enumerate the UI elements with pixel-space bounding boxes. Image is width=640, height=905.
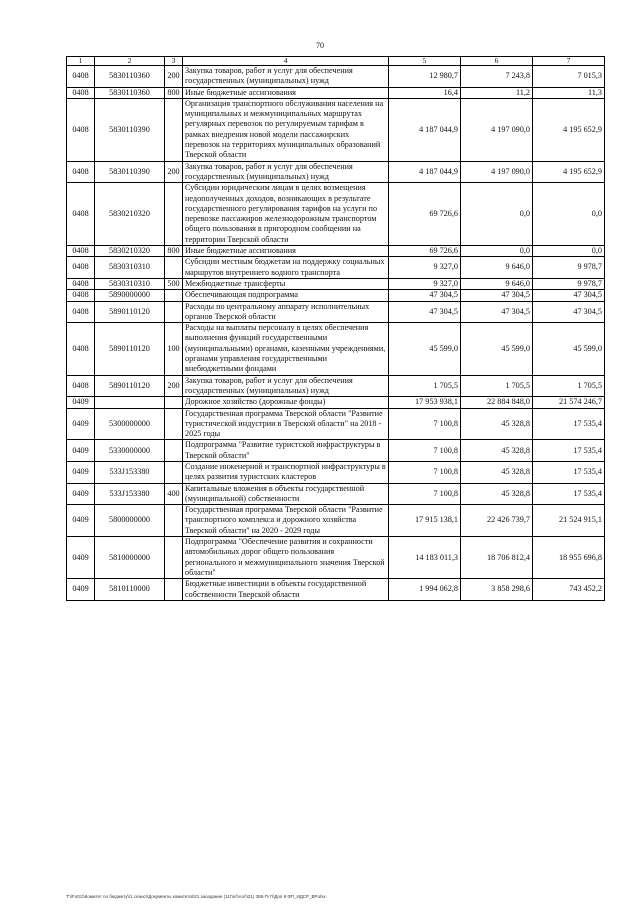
expense-type: [165, 440, 183, 462]
amount-col7: 17 535,4: [533, 483, 605, 505]
section-code: 0409: [67, 579, 95, 601]
expense-type: 800: [165, 87, 183, 98]
item-name: Расходы по центральному аппарату исполнительных органов Тверской области: [183, 301, 389, 323]
table-row: [67, 579, 605, 601]
item-name: Закупка товаров, работ и услуг для обеспечения государственных (муниципальных) нужд: [183, 66, 389, 88]
target-code: 5890000000: [95, 290, 165, 301]
item-name: Расходы на выплаты персоналу в целях обеспечения выполнения функций государственными (муниципальными) органами, казенными учреждениями, органами управления государственными внебюджетными фондами: [183, 323, 389, 375]
table-row: [67, 375, 605, 397]
expense-type: [165, 183, 183, 246]
amount-col6: 7 243,8: [461, 66, 533, 88]
target-code: [95, 397, 165, 408]
expense-type: [165, 301, 183, 323]
section-code: 0408: [67, 290, 95, 301]
amount-col7: 17 535,4: [533, 408, 605, 440]
amount-col7: 0,0: [533, 183, 605, 246]
expense-type: [165, 537, 183, 579]
table-body: [67, 66, 605, 601]
target-code: 5800000000: [95, 505, 165, 537]
target-code: 5830210320: [95, 246, 165, 257]
section-code: 0408: [67, 278, 95, 289]
amount-col5: 7 100,8: [389, 408, 461, 440]
section-code: 0408: [67, 375, 95, 397]
expense-type: [165, 98, 183, 161]
item-name: Создание инженерной и транспортной инфраструктуры в целях развития туристских кластеров: [183, 461, 389, 483]
amount-col5: 1 994 062,8: [389, 579, 461, 601]
expense-type: [165, 408, 183, 440]
section-code: 0408: [67, 183, 95, 246]
amount-col6: 1 705,5: [461, 375, 533, 397]
amount-col7: 11,3: [533, 87, 605, 98]
table-row: [67, 290, 605, 301]
amount-col6: 4 197 090,0: [461, 161, 533, 183]
table-row: [67, 66, 605, 88]
section-code: 0408: [67, 66, 95, 88]
header-row: [67, 57, 605, 66]
item-name: Обеспечивающая подпрограмма: [183, 290, 389, 301]
amount-col7: 9 978,7: [533, 257, 605, 279]
amount-col7: 1 705,5: [533, 375, 605, 397]
table-row: [67, 246, 605, 257]
item-name: Иные бюджетные ассигнования: [183, 246, 389, 257]
item-name: Государственная программа Тверской области "Развитие туристической индустрии в Тверской области" на 2018 - 2025 годы: [183, 408, 389, 440]
amount-col6: 45 328,8: [461, 483, 533, 505]
target-code: 5830310310: [95, 257, 165, 279]
table-row: [67, 408, 605, 440]
amount-col5: 45 599,0: [389, 323, 461, 375]
section-code: 0408: [67, 301, 95, 323]
amount-col6: 3 858 298,6: [461, 579, 533, 601]
table-row: [67, 87, 605, 98]
amount-col6: 47 304,5: [461, 301, 533, 323]
amount-col6: 45 328,8: [461, 408, 533, 440]
item-name: Межбюджетные трансферты: [183, 278, 389, 289]
table-row: [67, 98, 605, 161]
amount-col5: 7 100,8: [389, 483, 461, 505]
amount-col6: 0,0: [461, 183, 533, 246]
table-row: [67, 323, 605, 375]
expense-type: 500: [165, 278, 183, 289]
expense-type: [165, 290, 183, 301]
amount-col6: 4 197 090,0: [461, 98, 533, 161]
section-code: 0408: [67, 323, 95, 375]
item-name: Подпрограмма "Развитие туристской инфраструктуры в Тверской области": [183, 440, 389, 462]
section-code: 0409: [67, 461, 95, 483]
expense-type: [165, 257, 183, 279]
amount-col5: 69 726,6: [389, 183, 461, 246]
expense-type: 200: [165, 161, 183, 183]
section-code: 0408: [67, 98, 95, 161]
table-row: [67, 537, 605, 579]
amount-col7: 17 535,4: [533, 461, 605, 483]
item-name: Бюджетные инвестиции в объекты государственной собственности Тверской области: [183, 579, 389, 601]
target-code: 5810000000: [95, 537, 165, 579]
section-code: 0408: [67, 257, 95, 279]
amount-col7: 4 195 652,9: [533, 98, 605, 161]
table-row: [67, 397, 605, 408]
target-code: 5830110390: [95, 161, 165, 183]
item-name: Субсидии юридическим лицам в целях возмещения недополученных доходов, возникающих в результате государственного регулирования тарифов на услуги по перевозке пассажиров железнодорожным транспортом общего пользования в пригородном сообщении на территории Тверской области: [183, 183, 389, 246]
section-code: 0408: [67, 161, 95, 183]
target-code: 5890110120: [95, 301, 165, 323]
target-code: 533J153380: [95, 483, 165, 505]
amount-col5: 16,4: [389, 87, 461, 98]
amount-col5: 17 953 938,1: [389, 397, 461, 408]
section-code: 0409: [67, 408, 95, 440]
amount-col7: 743 452,2: [533, 579, 605, 601]
amount-col6: 45 599,0: [461, 323, 533, 375]
table-row: [67, 257, 605, 279]
target-code: 5830110390: [95, 98, 165, 161]
item-name: Дорожное хозяйство (дорожные фонды): [183, 397, 389, 408]
amount-col5: 9 327,0: [389, 278, 461, 289]
target-code: 5830210320: [95, 183, 165, 246]
amount-col5: 7 100,8: [389, 440, 461, 462]
expense-type: [165, 579, 183, 601]
target-code: 5890110120: [95, 323, 165, 375]
amount-col5: 1 705,5: [389, 375, 461, 397]
expense-type: [165, 461, 183, 483]
target-code: 5810110000: [95, 579, 165, 601]
amount-col5: 14 183 011,3: [389, 537, 461, 579]
amount-col7: 47 304,5: [533, 301, 605, 323]
header-cell: 7: [533, 57, 605, 66]
amount-col5: 7 100,8: [389, 461, 461, 483]
expense-type: 400: [165, 483, 183, 505]
amount-col6: 9 646,0: [461, 278, 533, 289]
amount-col6: 0,0: [461, 246, 533, 257]
amount-col7: 4 195 652,9: [533, 161, 605, 183]
section-code: 0409: [67, 440, 95, 462]
budget-table: [66, 56, 605, 601]
amount-col6: 18 706 812,4: [461, 537, 533, 579]
amount-col7: 21 524 915,1: [533, 505, 605, 537]
target-code: 5330000000: [95, 440, 165, 462]
amount-col5: 4 187 044,9: [389, 98, 461, 161]
target-code: 5830310310: [95, 278, 165, 289]
section-code: 0409: [67, 505, 95, 537]
header-cell: 4: [183, 57, 389, 66]
amount-col7: 18 955 696,8: [533, 537, 605, 579]
amount-col7: 47 304,5: [533, 290, 605, 301]
table-row: [67, 301, 605, 323]
amount-col6: 22 426 739,7: [461, 505, 533, 537]
table-row: [67, 505, 605, 537]
table-row: [67, 440, 605, 462]
amount-col6: 22 884 848,0: [461, 397, 533, 408]
amount-col5: 4 187 044,9: [389, 161, 461, 183]
amount-col5: 47 304,5: [389, 301, 461, 323]
expense-type: 800: [165, 246, 183, 257]
amount-col7: 21 574 246,7: [533, 397, 605, 408]
table-row: [67, 278, 605, 289]
section-code: 0409: [67, 397, 95, 408]
section-code: 0408: [67, 246, 95, 257]
expense-type: 100: [165, 323, 183, 375]
amount-col6: 45 328,8: [461, 461, 533, 483]
amount-col7: 0,0: [533, 246, 605, 257]
section-code: 0409: [67, 537, 95, 579]
amount-col6: 9 646,0: [461, 257, 533, 279]
table-row: [67, 183, 605, 246]
item-name: Подпрограмма "Обеспечение развития и сохранности автомобильных дорог общего пользования регионального и межмуниципального значения Тверской области": [183, 537, 389, 579]
expense-type: 200: [165, 66, 183, 88]
expense-type: [165, 397, 183, 408]
table-row: [67, 461, 605, 483]
amount-col7: 9 978,7: [533, 278, 605, 289]
amount-col6: 45 328,8: [461, 440, 533, 462]
table-row: [67, 483, 605, 505]
target-code: 5300000000: [95, 408, 165, 440]
expense-type: [165, 505, 183, 537]
amount-col6: 11,2: [461, 87, 533, 98]
page-number: 70: [316, 41, 324, 50]
target-code: 533J153380: [95, 461, 165, 483]
target-code: 5830110360: [95, 87, 165, 98]
amount-col5: 69 726,6: [389, 246, 461, 257]
item-name: Иные бюджетные ассигнования: [183, 87, 389, 98]
amount-col5: 9 327,0: [389, 257, 461, 279]
amount-col5: 17 915 138,1: [389, 505, 461, 537]
amount-col5: 47 304,5: [389, 290, 461, 301]
target-code: 5890110120: [95, 375, 165, 397]
table-row: [67, 161, 605, 183]
footer-file-path: T:\\Fo01\\Комитет по бюджету\\1 сеанс\\Документы комитета\\21 заседание (11Гаг\\Азг\\21) 385-П-7\\Доп 8 ФП_ИДСР_ВР.xlsx: [66, 894, 326, 899]
header-cell: 1: [67, 57, 95, 66]
header-cell: 3: [165, 57, 183, 66]
amount-col5: 12 980,7: [389, 66, 461, 88]
target-code: 5830110360: [95, 66, 165, 88]
header-cell: 5: [389, 57, 461, 66]
item-name: Субсидии местным бюджетам на поддержку социальных маршрутов внутреннего водного транспорта: [183, 257, 389, 279]
header-cell: 6: [461, 57, 533, 66]
expense-type: 200: [165, 375, 183, 397]
amount-col7: 7 015,3: [533, 66, 605, 88]
amount-col6: 47 304,5: [461, 290, 533, 301]
item-name: Организация транспортного обслуживания населения на муниципальных и межмуниципальных маршрутах регулярных перевозок по регулируемым тарифам в рамках внедрения новой модели пассажирских перевозок на территориях муниципальных образований Тверской области: [183, 98, 389, 161]
amount-col7: 17 535,4: [533, 440, 605, 462]
amount-col7: 45 599,0: [533, 323, 605, 375]
item-name: Государственная программа Тверской области "Развитие транспортного комплекса и дорожного хозяйства Тверской области" на 2020 - 2029 годы: [183, 505, 389, 537]
section-code: 0409: [67, 483, 95, 505]
header-cell: 2: [95, 57, 165, 66]
section-code: 0408: [67, 87, 95, 98]
item-name: Закупка товаров, работ и услуг для обеспечения государственных (муниципальных) нужд: [183, 375, 389, 397]
item-name: Капитальные вложения в объекты государственной (муниципальной) собственности: [183, 483, 389, 505]
item-name: Закупка товаров, работ и услуг для обеспечения государственных (муниципальных) нужд: [183, 161, 389, 183]
